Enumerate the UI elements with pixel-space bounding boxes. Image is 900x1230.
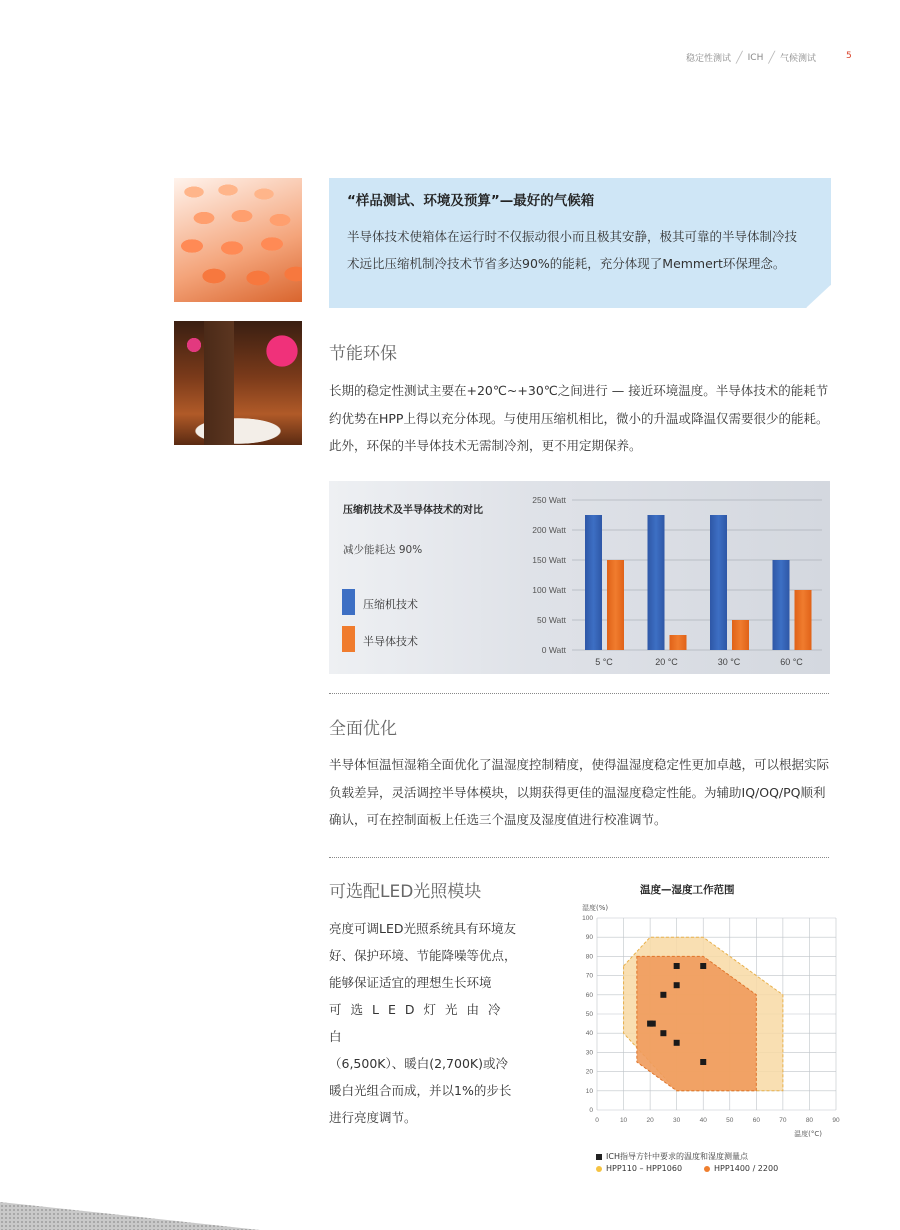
legend-swatch-semiconductor <box>342 626 355 652</box>
legend-label-ich-points: ICH指导方针中要求的温度和湿度测量点 <box>606 1152 748 1161</box>
chart-title: 温度—湿度工作范围 <box>640 884 735 896</box>
ich-measurement-point <box>660 992 666 998</box>
ich-measurement-point <box>674 1040 680 1046</box>
y-tick-label: 80 <box>585 953 593 961</box>
x-axis-label: 温度(°C) <box>794 1130 822 1138</box>
ich-measurement-point <box>650 1021 656 1027</box>
bar-semiconductor <box>795 590 812 650</box>
power-bar-chart <box>510 488 828 672</box>
y-axis-label: 湿度(%) <box>582 904 609 912</box>
y-tick-label: 0 Watt <box>541 645 566 655</box>
x-tick-label: 60 °C <box>780 657 803 667</box>
section-body-energy: 长期的稳定性测试主要在+20℃~+30℃之间进行 — 接近环境温度。半导体技术的能耗节约优势在HPP上得以充分体现。与使用压缩机相比，微小的升温或降温仅需要很少的能耗。此外，环保的半导体技术无需制冷剂，更不用定期保养。 <box>329 383 829 453</box>
ich-measurement-point <box>700 963 706 969</box>
y-tick-label: 0 <box>589 1107 593 1114</box>
y-tick-label: 50 <box>585 1011 593 1018</box>
y-tick-label: 90 <box>585 934 593 942</box>
x-tick-label: 5 °C <box>595 657 613 667</box>
breadcrumb-item[interactable]: 气候测试 <box>779 54 816 64</box>
ich-measurement-point <box>660 1030 666 1036</box>
breadcrumb-separator: ╱ <box>736 51 743 64</box>
legend-item-hpp1400 <box>704 1164 778 1173</box>
y-tick-label: 40 <box>585 1030 593 1038</box>
chart-title: 压缩机技术及半导体技术的对比 <box>343 505 483 516</box>
x-tick-label: 40 <box>699 1117 707 1124</box>
y-tick-label: 10 <box>585 1087 593 1095</box>
bar-compressor <box>648 515 665 650</box>
legend-item-hpp110 <box>596 1164 682 1173</box>
temp-humidity-chart <box>570 898 845 1143</box>
bar-compressor <box>710 515 727 650</box>
section-heading-led: 可选配LED光照模块 <box>329 882 482 902</box>
page-number: 5 <box>846 51 852 61</box>
y-tick-label: 200 Watt <box>532 525 566 535</box>
y-tick-label: 250 Watt <box>532 495 566 505</box>
legend-label-semiconductor: 半导体技术 <box>363 635 418 648</box>
footer-decoration <box>0 1196 900 1230</box>
section-heading-optimize: 全面优化 <box>329 719 397 739</box>
x-tick-label: 30 <box>673 1117 681 1124</box>
led-paragraph-2a: 可选LED灯光由冷白 <box>329 1002 510 1044</box>
legend-marker-dot-orange <box>704 1166 710 1172</box>
breadcrumb-item[interactable]: ICH <box>747 52 764 63</box>
callout-title: “样品测试、环境及预算”—最好的气候箱 <box>347 193 595 209</box>
spa-bottles-photo <box>174 321 302 445</box>
breadcrumb <box>686 51 816 64</box>
section-body-led <box>329 915 519 1131</box>
breadcrumb-item[interactable]: 稳定性测试 <box>686 54 732 64</box>
ich-measurement-point <box>674 963 680 969</box>
legend-label-hpp110: HPP110 – HPP1060 <box>606 1164 683 1173</box>
y-tick-label: 60 <box>585 991 593 999</box>
x-tick-label: 60 <box>752 1117 760 1124</box>
legend-label-compressor: 压缩机技术 <box>363 598 418 611</box>
led-paragraph-1: 亮度可调LED光照系统具有环境友好、保护环境、节能降噪等优点，能够保证适宜的理想生长环境 <box>329 921 517 990</box>
x-tick-label: 80 <box>805 1117 814 1124</box>
chart-subtitle: 减少能耗达 90% <box>343 544 423 556</box>
x-tick-label: 50 <box>726 1117 734 1124</box>
y-tick-label: 20 <box>585 1068 593 1076</box>
breadcrumb-separator: ╱ <box>768 51 775 64</box>
x-tick-label: 0 <box>595 1117 599 1124</box>
x-tick-label: 10 <box>619 1117 628 1124</box>
bar-semiconductor <box>670 635 687 650</box>
x-tick-label: 70 <box>779 1117 787 1124</box>
bar-compressor <box>585 515 602 650</box>
ich-measurement-point <box>700 1059 706 1065</box>
x-tick-label: 20 °C <box>655 657 678 667</box>
legend-swatch-compressor <box>342 589 355 615</box>
bar-semiconductor <box>732 620 749 650</box>
dotted-divider <box>329 857 829 858</box>
y-tick-label: 50 Watt <box>537 615 566 625</box>
callout-body: 半导体技术使箱体在运行时不仅振动很小而且极其安静，极其可靠的半导体制冷技术远比压缩机制冷技术节省多达90%的能耗，充分体现了Memmert环保理念。 <box>347 229 798 271</box>
legend-marker-square <box>596 1154 602 1160</box>
x-tick-label: 20 <box>646 1117 654 1124</box>
led-paragraph-2b: （6,500K）、暖白(2,700K)或冷暖白光组合而成，并以1%的步长进行亮度调节。 <box>329 1056 512 1125</box>
bar-semiconductor <box>607 560 624 650</box>
y-tick-label: 150 Watt <box>532 555 566 565</box>
dotted-divider <box>329 693 829 694</box>
y-tick-label: 70 <box>585 972 593 980</box>
x-tick-label: 90 <box>832 1117 840 1124</box>
legend-marker-dot-yellow <box>596 1166 602 1172</box>
x-tick-label: 30 °C <box>717 657 741 667</box>
y-tick-label: 30 <box>585 1049 593 1057</box>
legend-item-ich-points <box>596 1151 748 1162</box>
tablets-photo <box>174 178 302 302</box>
section-body-optimize: 半导体恒温恒湿箱全面优化了温湿度控制精度，使得温湿度稳定性更加卓越，可以根据实际负载差异，灵活调控半导体模块，以期获得更佳的温湿度稳定性能。为辅助IQ/OQ/PQ顺利确认，可在控制面板上任选三个温度及湿度值进行校准调节。 <box>329 757 830 827</box>
y-tick-label: 100 Watt <box>532 585 566 595</box>
section-heading-energy: 节能环保 <box>329 344 397 364</box>
y-tick-label: 100 <box>582 915 593 922</box>
ich-measurement-point <box>674 982 680 988</box>
legend-label-hpp1400: HPP1400 / 2200 <box>714 1164 779 1173</box>
bar-compressor <box>773 560 790 650</box>
